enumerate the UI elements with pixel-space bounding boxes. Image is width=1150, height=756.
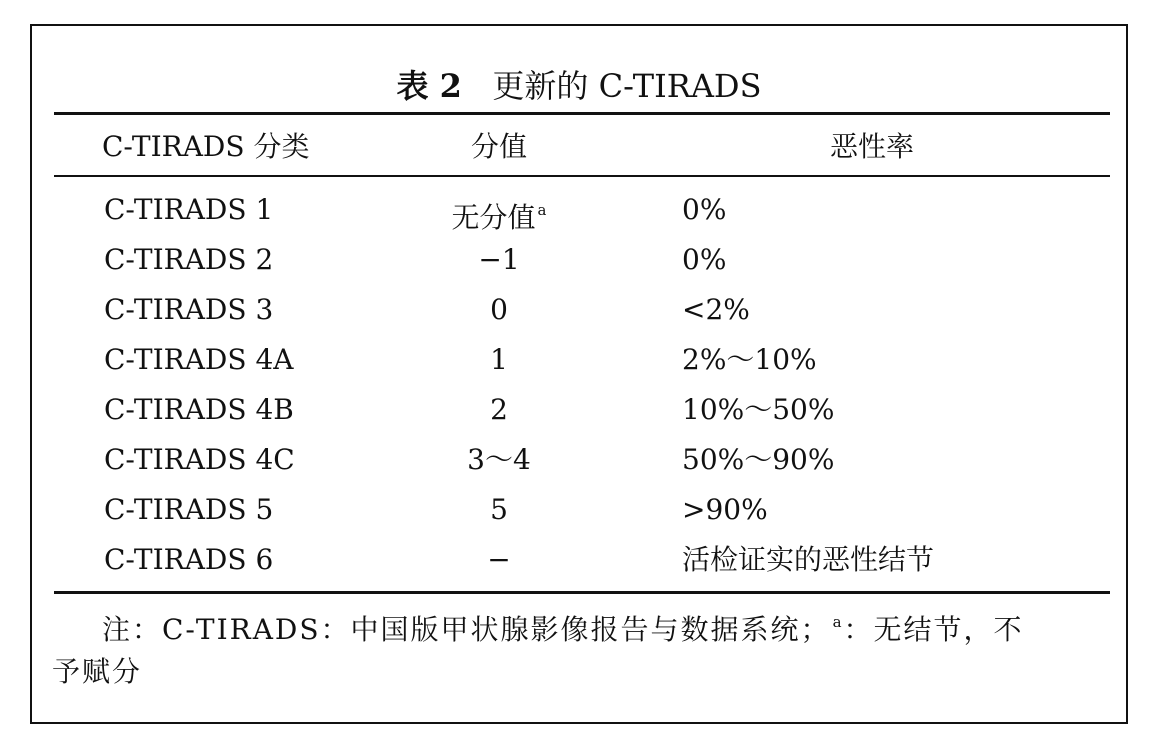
row-score: −1 (478, 243, 520, 276)
table-title (32, 66, 1126, 106)
row-score: 5 (490, 493, 508, 526)
row-risk: >90% (682, 493, 768, 526)
bottom-rule (54, 591, 1110, 594)
row-category: C-TIRADS 3 (104, 293, 274, 326)
table-caption: 更新的 C-TIRADS (492, 67, 762, 105)
table-frame (30, 24, 1128, 724)
header-rule (54, 175, 1110, 177)
row-score: − (487, 543, 511, 576)
row-score: 3～4 (467, 443, 531, 476)
table-label: 表 2 (396, 67, 462, 105)
row-category: C-TIRADS 4A (104, 343, 294, 376)
note-text-tail: ：无结节，不 (843, 613, 1024, 646)
row-risk: 2%～10% (682, 343, 817, 376)
table-note-continuation: 予赋分 (52, 655, 143, 688)
row-category: C-TIRADS 6 (104, 543, 274, 576)
row-score (389, 190, 609, 238)
header-risk: 恶性率 (829, 130, 914, 163)
score-text: 无分值 (451, 201, 536, 234)
row-score: 1 (490, 343, 508, 376)
header-score: 分值 (470, 130, 527, 163)
table-note (102, 602, 1024, 650)
top-rule (54, 112, 1110, 115)
row-category: C-TIRADS 2 (104, 243, 274, 276)
row-risk: <2% (682, 293, 750, 326)
row-category: C-TIRADS 4C (104, 443, 295, 476)
row-risk: 0% (682, 243, 727, 276)
note-text: 注：C-TIRADS：中国版甲状腺影像报告与数据系统； (102, 613, 831, 646)
footnote-marker: a (537, 201, 547, 219)
row-category: C-TIRADS 5 (104, 493, 274, 526)
row-score: 2 (490, 393, 508, 426)
row-risk: 0% (682, 193, 727, 226)
row-category: C-TIRADS 1 (104, 193, 274, 226)
row-score: 0 (490, 293, 508, 326)
row-category: C-TIRADS 4B (104, 393, 294, 426)
note-footnote-marker: a (832, 613, 844, 631)
row-risk: 50%～90% (682, 443, 835, 476)
row-risk: 10%～50% (682, 393, 835, 426)
header-category: C-TIRADS 分类 (102, 130, 310, 163)
row-risk: 活检证实的恶性结节 (682, 543, 935, 576)
